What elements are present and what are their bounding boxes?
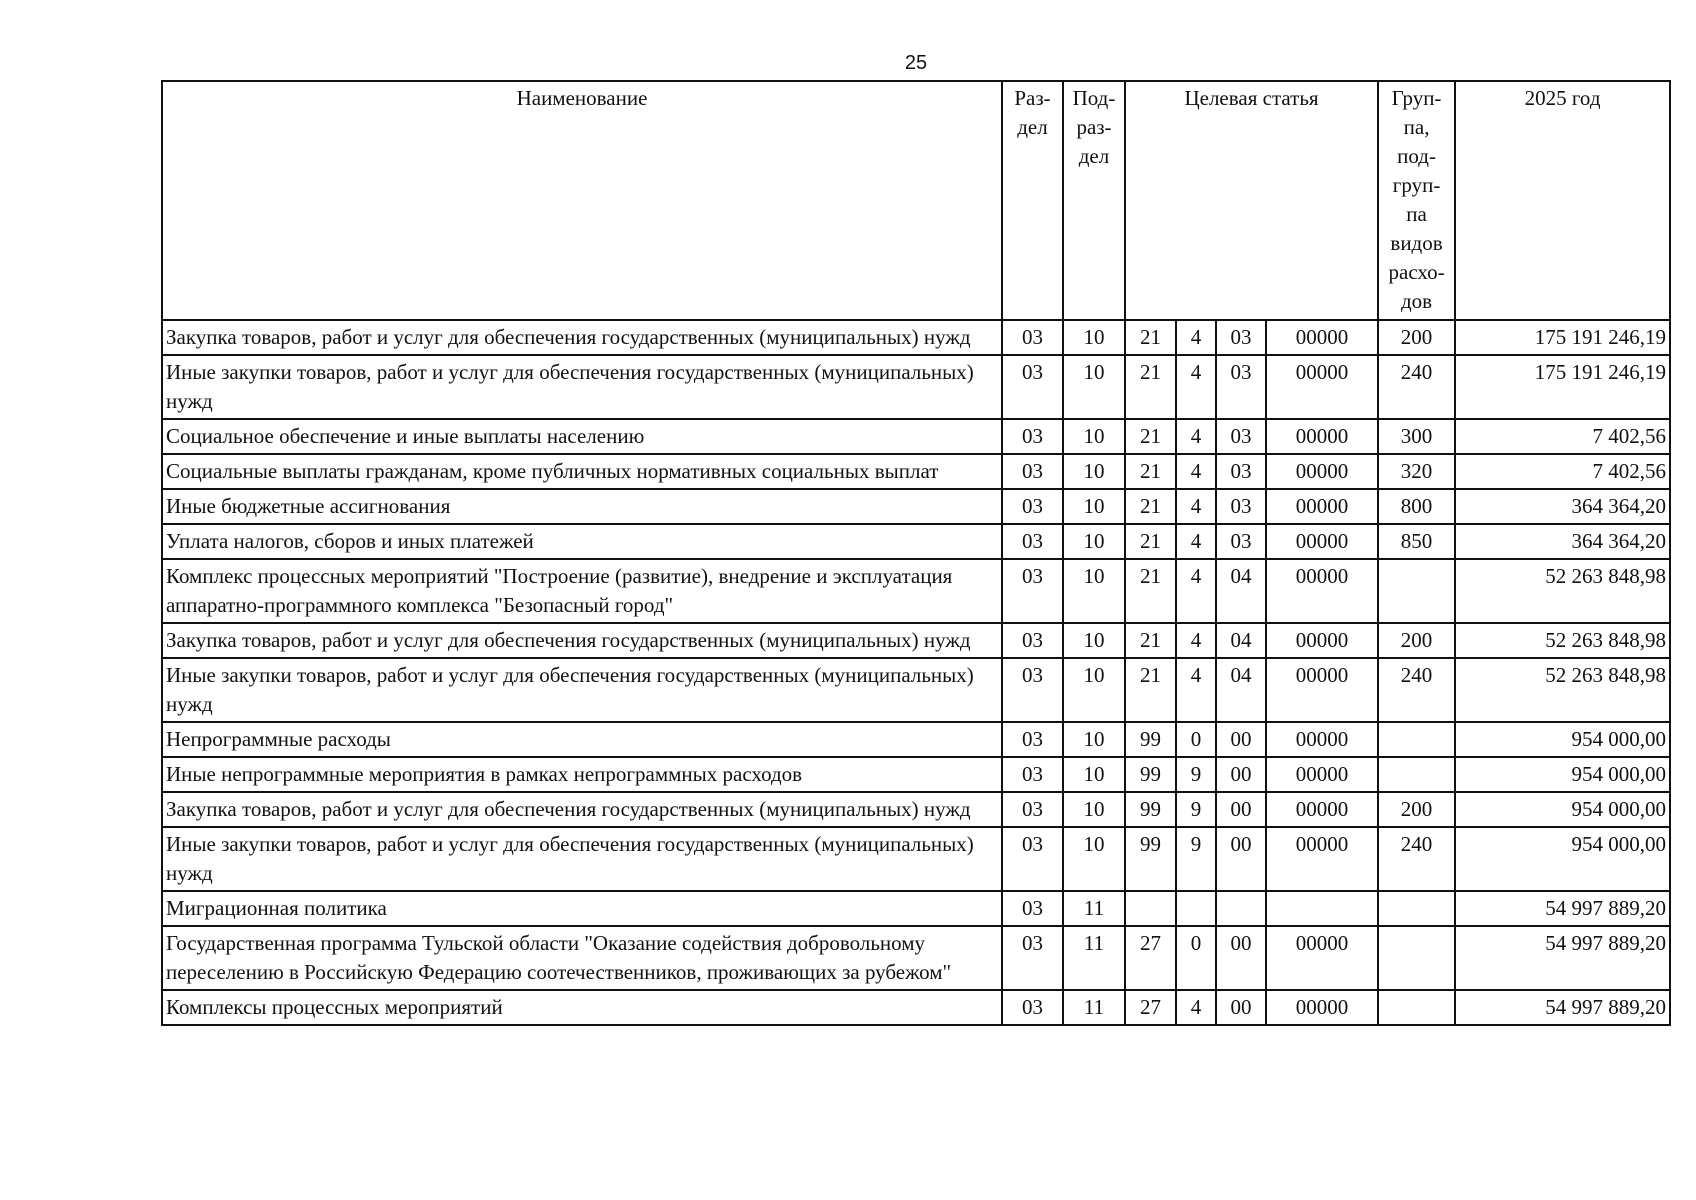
header-target-article: Целевая статья xyxy=(1125,81,1378,320)
row-target-subprogram: 00 xyxy=(1216,722,1266,757)
row-target-type: 4 xyxy=(1176,454,1216,489)
row-podrazdel: 10 xyxy=(1063,722,1125,757)
row-target-direction: 00000 xyxy=(1266,926,1378,990)
row-target-program: 99 xyxy=(1125,827,1176,891)
row-razdel: 03 xyxy=(1002,559,1063,623)
table-body xyxy=(162,320,1670,1025)
table-row xyxy=(162,454,1670,489)
row-name: Непрограммные расходы xyxy=(162,722,1002,757)
row-podrazdel: 11 xyxy=(1063,891,1125,926)
row-target-subprogram: 03 xyxy=(1216,419,1266,454)
header-expense-group: Груп- па, под- груп- па видов расхо- дов xyxy=(1378,81,1455,320)
row-name: Социальное обеспечение и иные выплаты населению xyxy=(162,419,1002,454)
row-expense-group: 240 xyxy=(1378,658,1455,722)
row-razdel: 03 xyxy=(1002,757,1063,792)
row-target-subprogram: 03 xyxy=(1216,355,1266,419)
row-target-subprogram: 00 xyxy=(1216,926,1266,990)
table-row xyxy=(162,990,1670,1025)
row-target-program: 21 xyxy=(1125,623,1176,658)
row-target-type: 4 xyxy=(1176,623,1216,658)
row-name: Социальные выплаты гражданам, кроме публичных нормативных социальных выплат xyxy=(162,454,1002,489)
row-name: Государственная программа Тульской области "Оказание содействия добровольному переселению в Российскую Федерацию соотечественников, проживающих за рубежом" xyxy=(162,926,1002,990)
row-amount: 52 263 848,98 xyxy=(1455,658,1670,722)
row-name: Иные бюджетные ассигнования xyxy=(162,489,1002,524)
row-target-direction: 00000 xyxy=(1266,559,1378,623)
row-expense-group: 200 xyxy=(1378,320,1455,355)
row-target-direction: 00000 xyxy=(1266,792,1378,827)
row-target-program: 99 xyxy=(1125,792,1176,827)
row-name: Иные непрограммные мероприятия в рамках непрограммных расходов xyxy=(162,757,1002,792)
row-expense-group xyxy=(1378,926,1455,990)
row-podrazdel: 10 xyxy=(1063,320,1125,355)
row-amount: 54 997 889,20 xyxy=(1455,891,1670,926)
row-target-direction: 00000 xyxy=(1266,827,1378,891)
row-podrazdel: 10 xyxy=(1063,757,1125,792)
row-expense-group: 850 xyxy=(1378,524,1455,559)
row-podrazdel: 10 xyxy=(1063,355,1125,419)
row-razdel: 03 xyxy=(1002,524,1063,559)
row-expense-group: 320 xyxy=(1378,454,1455,489)
row-target-program: 99 xyxy=(1125,757,1176,792)
row-expense-group: 200 xyxy=(1378,623,1455,658)
row-target-program xyxy=(1125,891,1176,926)
row-podrazdel: 10 xyxy=(1063,524,1125,559)
row-expense-group: 300 xyxy=(1378,419,1455,454)
row-target-direction: 00000 xyxy=(1266,454,1378,489)
row-target-program: 21 xyxy=(1125,559,1176,623)
row-podrazdel: 10 xyxy=(1063,559,1125,623)
row-target-subprogram: 00 xyxy=(1216,757,1266,792)
row-target-program: 21 xyxy=(1125,454,1176,489)
row-amount: 954 000,00 xyxy=(1455,757,1670,792)
row-target-type xyxy=(1176,891,1216,926)
header-razdel: Раз- дел xyxy=(1002,81,1063,320)
page-number: 25 xyxy=(904,52,928,74)
table-row xyxy=(162,559,1670,623)
header-podrazdel: Под- раз- дел xyxy=(1063,81,1125,320)
row-target-type: 4 xyxy=(1176,658,1216,722)
row-name: Иные закупки товаров, работ и услуг для обеспечения государственных (муниципальных) нужд xyxy=(162,355,1002,419)
row-target-direction: 00000 xyxy=(1266,355,1378,419)
table-row xyxy=(162,757,1670,792)
row-target-subprogram: 03 xyxy=(1216,320,1266,355)
row-expense-group xyxy=(1378,891,1455,926)
row-target-subprogram: 00 xyxy=(1216,827,1266,891)
header-name: Наименование xyxy=(162,81,1002,320)
row-podrazdel: 11 xyxy=(1063,990,1125,1025)
row-expense-group: 800 xyxy=(1378,489,1455,524)
row-target-subprogram: 00 xyxy=(1216,990,1266,1025)
row-target-direction: 00000 xyxy=(1266,990,1378,1025)
row-expense-group: 240 xyxy=(1378,355,1455,419)
row-target-type: 4 xyxy=(1176,320,1216,355)
table-row xyxy=(162,658,1670,722)
table-row xyxy=(162,926,1670,990)
row-target-type: 4 xyxy=(1176,355,1216,419)
row-name: Комплексы процессных мероприятий xyxy=(162,990,1002,1025)
row-amount: 364 364,20 xyxy=(1455,524,1670,559)
row-amount: 954 000,00 xyxy=(1455,792,1670,827)
row-name: Закупка товаров, работ и услуг для обеспечения государственных (муниципальных) нужд xyxy=(162,320,1002,355)
row-target-type: 9 xyxy=(1176,792,1216,827)
row-razdel: 03 xyxy=(1002,990,1063,1025)
row-razdel: 03 xyxy=(1002,926,1063,990)
row-target-type: 4 xyxy=(1176,419,1216,454)
row-podrazdel: 10 xyxy=(1063,623,1125,658)
row-amount: 7 402,56 xyxy=(1455,454,1670,489)
table-row xyxy=(162,827,1670,891)
row-name: Иные закупки товаров, работ и услуг для обеспечения государственных (муниципальных) нужд xyxy=(162,827,1002,891)
row-razdel: 03 xyxy=(1002,454,1063,489)
row-razdel: 03 xyxy=(1002,792,1063,827)
table-row xyxy=(162,524,1670,559)
header-year-2025: 2025 год xyxy=(1455,81,1670,320)
row-target-subprogram: 04 xyxy=(1216,559,1266,623)
table-row xyxy=(162,891,1670,926)
row-amount: 175 191 246,19 xyxy=(1455,355,1670,419)
row-amount: 52 263 848,98 xyxy=(1455,623,1670,658)
row-target-subprogram: 04 xyxy=(1216,658,1266,722)
row-razdel: 03 xyxy=(1002,419,1063,454)
row-razdel: 03 xyxy=(1002,355,1063,419)
row-target-direction: 00000 xyxy=(1266,419,1378,454)
table-row xyxy=(162,722,1670,757)
row-razdel: 03 xyxy=(1002,623,1063,658)
row-target-program: 27 xyxy=(1125,926,1176,990)
table-row xyxy=(162,489,1670,524)
row-target-program: 99 xyxy=(1125,722,1176,757)
row-amount: 54 997 889,20 xyxy=(1455,926,1670,990)
row-razdel: 03 xyxy=(1002,320,1063,355)
row-target-direction: 00000 xyxy=(1266,722,1378,757)
row-target-program: 21 xyxy=(1125,419,1176,454)
row-target-subprogram: 04 xyxy=(1216,623,1266,658)
table-row xyxy=(162,320,1670,355)
row-target-program: 27 xyxy=(1125,990,1176,1025)
table-row xyxy=(162,355,1670,419)
row-podrazdel: 10 xyxy=(1063,489,1125,524)
row-amount: 954 000,00 xyxy=(1455,827,1670,891)
row-podrazdel: 10 xyxy=(1063,658,1125,722)
row-target-type: 4 xyxy=(1176,990,1216,1025)
row-target-program: 21 xyxy=(1125,658,1176,722)
row-name: Закупка товаров, работ и услуг для обеспечения государственных (муниципальных) нужд xyxy=(162,792,1002,827)
row-amount: 54 997 889,20 xyxy=(1455,990,1670,1025)
row-target-program: 21 xyxy=(1125,320,1176,355)
row-expense-group xyxy=(1378,990,1455,1025)
row-target-subprogram: 03 xyxy=(1216,454,1266,489)
row-razdel: 03 xyxy=(1002,658,1063,722)
row-expense-group xyxy=(1378,559,1455,623)
row-name: Закупка товаров, работ и услуг для обеспечения государственных (муниципальных) нужд xyxy=(162,623,1002,658)
row-expense-group: 240 xyxy=(1378,827,1455,891)
row-podrazdel: 10 xyxy=(1063,419,1125,454)
row-podrazdel: 10 xyxy=(1063,827,1125,891)
row-target-type: 4 xyxy=(1176,524,1216,559)
row-razdel: 03 xyxy=(1002,827,1063,891)
row-razdel: 03 xyxy=(1002,891,1063,926)
row-name: Иные закупки товаров, работ и услуг для обеспечения государственных (муниципальных) нужд xyxy=(162,658,1002,722)
row-target-type: 9 xyxy=(1176,757,1216,792)
row-target-type: 4 xyxy=(1176,559,1216,623)
row-target-type: 9 xyxy=(1176,827,1216,891)
row-target-direction: 00000 xyxy=(1266,658,1378,722)
row-target-program: 21 xyxy=(1125,355,1176,419)
row-target-type: 0 xyxy=(1176,926,1216,990)
row-expense-group xyxy=(1378,757,1455,792)
row-expense-group xyxy=(1378,722,1455,757)
row-razdel: 03 xyxy=(1002,489,1063,524)
table-row xyxy=(162,623,1670,658)
row-target-direction: 00000 xyxy=(1266,320,1378,355)
row-target-program: 21 xyxy=(1125,489,1176,524)
row-target-direction: 00000 xyxy=(1266,524,1378,559)
row-target-direction: 00000 xyxy=(1266,757,1378,792)
row-target-direction: 00000 xyxy=(1266,489,1378,524)
row-amount: 7 402,56 xyxy=(1455,419,1670,454)
row-expense-group: 200 xyxy=(1378,792,1455,827)
row-target-subprogram: 03 xyxy=(1216,524,1266,559)
row-razdel: 03 xyxy=(1002,722,1063,757)
row-podrazdel: 10 xyxy=(1063,454,1125,489)
row-podrazdel: 11 xyxy=(1063,926,1125,990)
row-target-direction: 00000 xyxy=(1266,623,1378,658)
budget-table xyxy=(161,80,1671,1026)
row-name: Уплата налогов, сборов и иных платежей xyxy=(162,524,1002,559)
table-row xyxy=(162,792,1670,827)
row-amount: 954 000,00 xyxy=(1455,722,1670,757)
row-target-subprogram xyxy=(1216,891,1266,926)
table-row xyxy=(162,419,1670,454)
row-amount: 364 364,20 xyxy=(1455,489,1670,524)
table-header-row xyxy=(162,81,1670,320)
row-target-subprogram: 03 xyxy=(1216,489,1266,524)
row-target-program: 21 xyxy=(1125,524,1176,559)
row-target-type: 0 xyxy=(1176,722,1216,757)
row-name: Миграционная политика xyxy=(162,891,1002,926)
row-target-type: 4 xyxy=(1176,489,1216,524)
row-target-subprogram: 00 xyxy=(1216,792,1266,827)
row-amount: 175 191 246,19 xyxy=(1455,320,1670,355)
row-amount: 52 263 848,98 xyxy=(1455,559,1670,623)
row-target-direction xyxy=(1266,891,1378,926)
row-podrazdel: 10 xyxy=(1063,792,1125,827)
row-name: Комплекс процессных мероприятий "Построение (развитие), внедрение и эксплуатация аппаратно-программного комплекса "Безопасный город" xyxy=(162,559,1002,623)
